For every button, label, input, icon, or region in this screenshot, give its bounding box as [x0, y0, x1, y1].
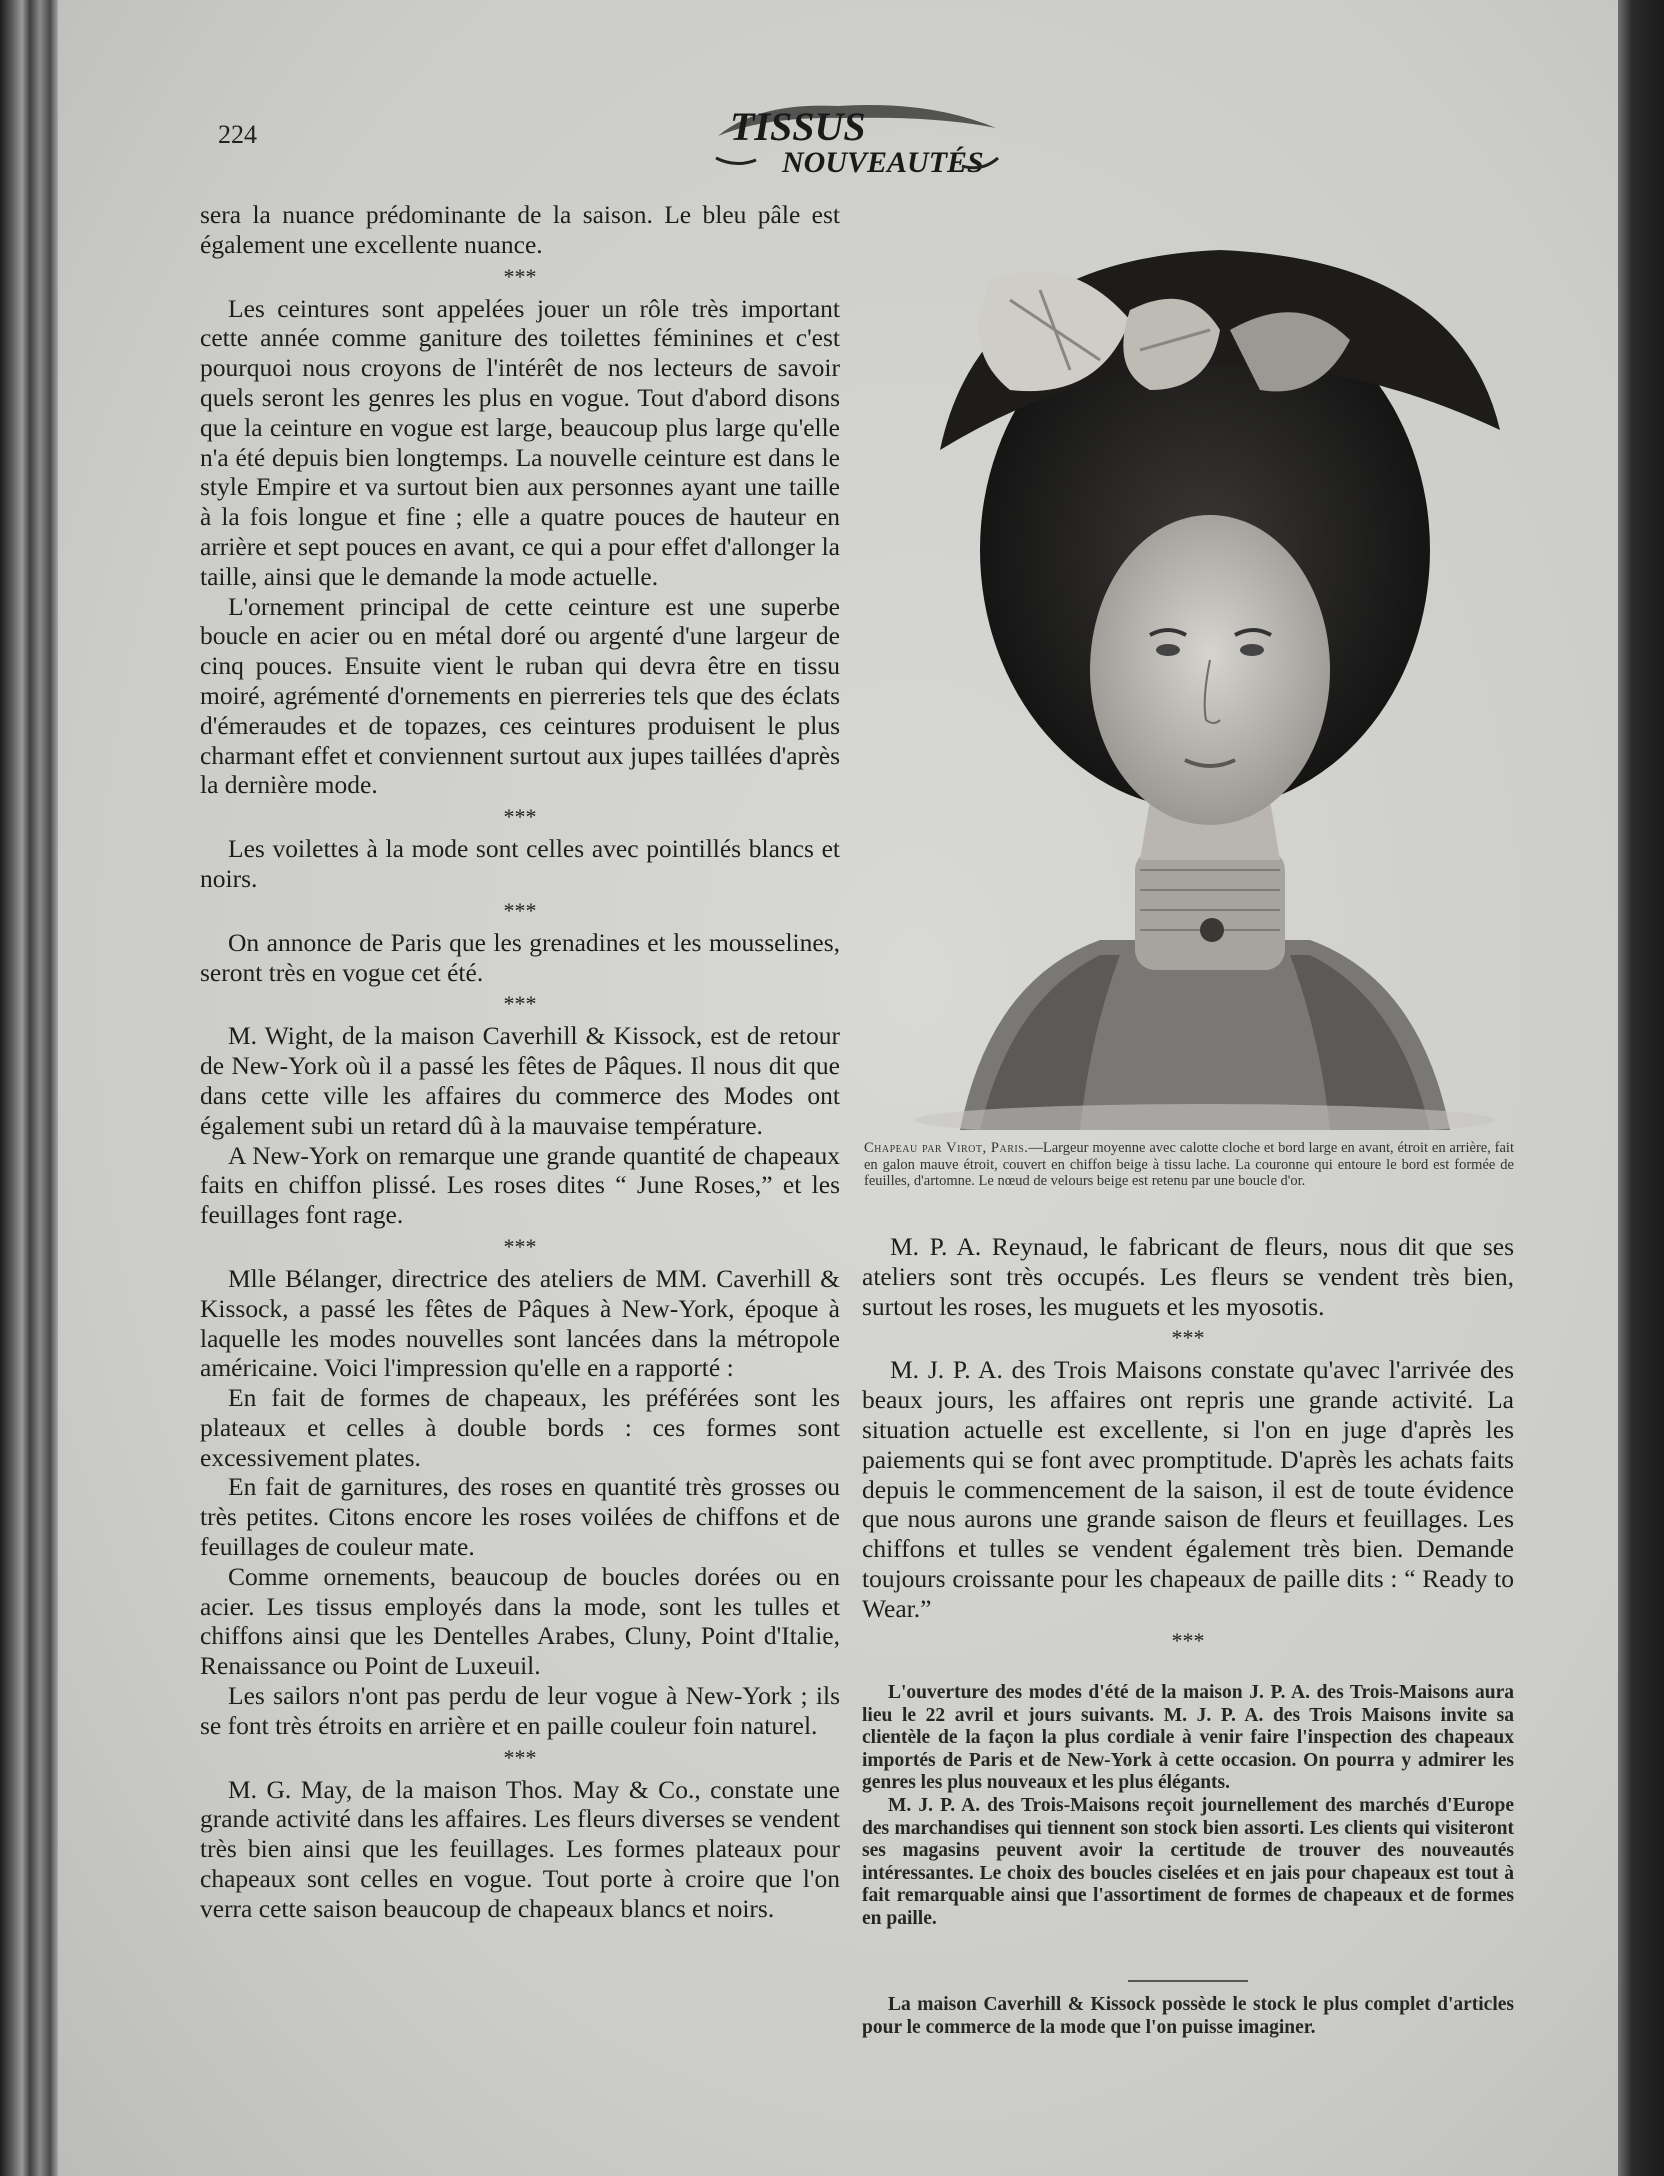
paragraph: A New-York on remarque une grande quantité de chapeaux faits en chiffon plissé. Les roses dites “ June Roses,” et les feuillages font rage.: [200, 1140, 840, 1230]
closing-notice: [862, 1970, 1514, 2039]
masthead-logo: [712, 96, 1002, 180]
asterism: ***: [503, 1744, 537, 1770]
asterism: ***: [1171, 1627, 1205, 1653]
paragraph: Les voilettes à la mode sont celles avec pointillés blancs et noirs.: [200, 834, 840, 893]
paragraph: L'ornement principal de cette ceinture est une superbe boucle en acier ou en métal doré ou argenté d'une largeur de cinq pouces. Ensuite vient le ruban qui devra être en tissu moiré, agrémenté d'ornements en pierreries tels que des éclats d'émeraudes et de topazes, ces ceintures produisent le plus charmant effet et conviennent surtout aux jupes taillées d'après la dernière mode.: [200, 591, 840, 800]
masthead-line1: TISSUS: [730, 104, 866, 149]
paragraph: Comme ornements, beaucoup de boucles dorées ou en acier. Les tissus employés dans la mode, sont les tulles et chiffons ainsi que les Dentelles Arabes, Cluny, Point d'Italie, Renaissance ou Point de Luxeuil.: [200, 1561, 840, 1681]
paragraph: M. J. P. A. des Trois Maisons constate qu'avec l'arrivée des beaux jours, les affaires ont repris une grande activité. La situation actuelle est excellente, si l'on en juge d'après les paiements qui se font avec promptitude. D'après les achats faits depuis le commencement de la saison, il est de toute évidence que nous aurons une grande saison de fleurs et feuillages. Les chiffons et tulles se vendent également très bien. Demande toujours croissante pour les chapeaux de paille dits : “ Ready to Wear.”: [862, 1355, 1514, 1623]
paragraph: M. Wight, de la maison Caverhill & Kissock, est de retour de New-York où il a passé les fêtes de Pâques. Il nous dit que dans cette ville les affaires du commerce des Modes ont également subi un retard dû à la mauvaise température.: [200, 1021, 840, 1140]
paragraph: On annonce de Paris que les grenadines et les mousselines, seront très en vogue cet été.: [200, 927, 840, 987]
asterism: ***: [503, 1233, 537, 1259]
paragraph: Mlle Bélanger, directrice des ateliers de MM. Caverhill & Kissock, a passé les fêtes de Pâques à New-York, époque à laquelle les modes nouvelles sont lancées dans la métropole américaine. Voici l'impression qu'elle en a rapporté :: [200, 1263, 840, 1383]
paragraph: L'ouverture des modes d'été de la maison J. P. A. des Trois-Maisons aura lieu le 22 avril et jours suivants. M. J. P. A. des Trois Maisons invite sa clientèle de la façon la plus cordiale à venir faire l'inspection des chapeaux importés de Paris et de New-York à cette occasion. On pourra y admirer les genres les plus nouveaux et les plus élégants.: [862, 1682, 1514, 1794]
asterism: ***: [503, 991, 537, 1017]
paragraph: M. J. P. A. des Trois-Maisons reçoit journellement des marchés d'Europe des marchandises qui tiennent son stock bien assorti. Les clients qui visiteront ses magasins peuvent avoir la certitude de trouver des nouveautés intéressantes. Le choix des boucles ciselées et en jais pour chapeaux est tout à fait remarquable ainsi que l'assortiment de formes de chapeaux et de formes en paille.: [862, 1794, 1514, 1929]
paragraph: En fait de garnitures, des roses en quantité très grosses ou très petites. Citons encore les roses voilées de chiffons et de feuillages de couleur mate.: [200, 1472, 840, 1562]
asterism: ***: [503, 804, 537, 830]
divider: [1128, 1980, 1248, 1982]
asterism: ***: [503, 897, 537, 923]
masthead-line2: NOUVEAUTÉS: [782, 146, 984, 179]
paragraph: La maison Caverhill & Kissock possède le stock le plus complet d'articles pour le commerce de la mode que l'on puisse imaginer.: [862, 1994, 1514, 2038]
right-column: [862, 1232, 1514, 1658]
paragraph: M. G. May, de la maison Thos. May & Co., constate une grande activité dans les affaires. Les fleurs diverses se vendent très bien ainsi que les feuillages. Les formes plateaux pour chapeaux sont celles en vogue. Tout porte à croire que l'on verra cette saison beaucoup de chapeaux blancs et noirs.: [200, 1774, 840, 1923]
paragraph: Les sailors n'ont pas perdu de leur vogue à New-York ; ils se font très étroits en arrière et en paille couleur foin naturel.: [200, 1681, 840, 1740]
paragraph: sera la nuance prédominante de la saison. Le bleu pâle est également une excellente nuance.: [200, 200, 840, 259]
book-spine: [0, 0, 60, 2176]
page-edge-shadow: [1618, 0, 1664, 2176]
page-number: 224: [218, 120, 257, 149]
announcement-block: [862, 1682, 1514, 1931]
asterism: ***: [1171, 1325, 1205, 1351]
caption-body: —Largeur moyenne avec calotte cloche et bord large en avant, étroit en arrière, fait en galon mauve étroit, couvert en chiffon beige à tissu lache. La couronne qui entoure le bord est formée de feuilles, d'artomne. Le nœud de velours beige est retenu par une boucle d'or.: [864, 1140, 1514, 1190]
left-column: [200, 200, 840, 1924]
asterism: ***: [503, 263, 537, 289]
paragraph: Les ceintures sont appelées jouer un rôle très important cette année comme ganiture des toilettes féminines et c'est pourquoi nous croyons de l'intérêt de nos lecteurs de savoir quels seront les genres les plus en vogue. Tout d'abord disons que la ceinture en vogue est large, beaucoup plus large qu'elle n'a été depuis bien longtemps. La nouvelle ceinture est dans le style Empire et va surtout bien aux personnes ayant une taille à la fois longue et fine ; elle a quatre pouces de hauteur en arrière et sept pouces en avant, ce qui a pour effet d'allonger la taille, ainsi que le demande la mode actuelle.: [200, 293, 840, 591]
illustration-caption: [864, 1140, 1514, 1190]
hat-portrait-illustration: [900, 240, 1510, 1130]
caption-lead: Chapeau par Virot, Paris.: [864, 1140, 1029, 1156]
paragraph: M. P. A. Reynaud, le fabricant de fleurs, nous dit que ses ateliers sont très occupés. Les fleurs se vendent très bien, surtout les roses, les muguets et les myosotis.: [862, 1232, 1514, 1321]
paragraph: En fait de formes de chapeaux, les préférées sont les plateaux et celles à double bords : ces formes sont excessivement plates.: [200, 1383, 840, 1472]
